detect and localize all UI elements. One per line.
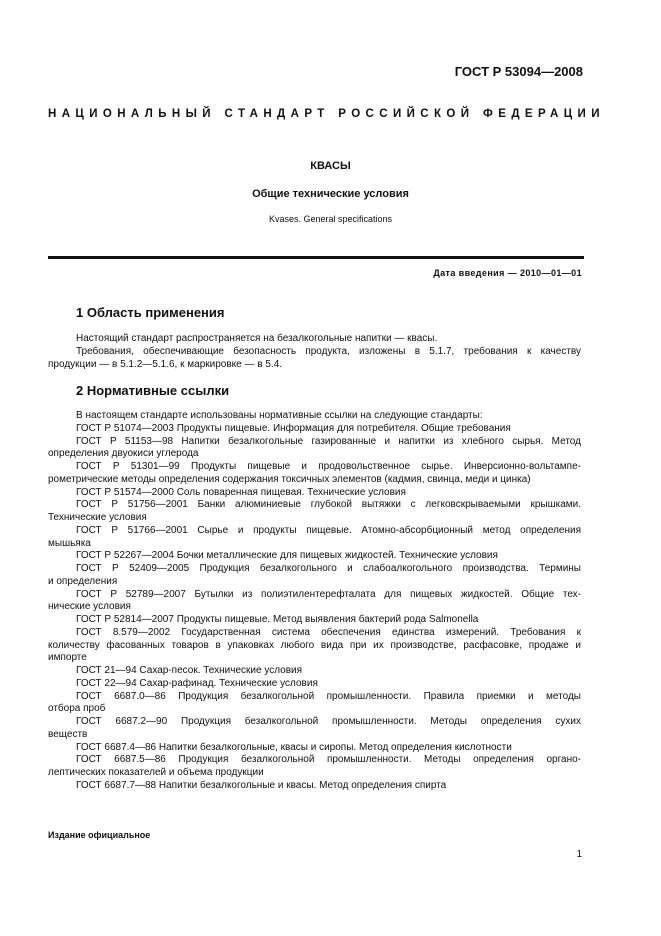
official-edition-note: Издание официальное xyxy=(48,830,151,840)
reference-line: ГОСТ Р 51756—2001 Банки алюминиевые глубокой вытяжки с легковскрываемыми крышками. xyxy=(76,499,581,511)
document-title-english: Kvases. General specifications xyxy=(268,214,393,224)
national-standard-heading: НАЦИОНАЛЬНЫЙ СТАНДАРТ РОССИЙСКОЙ ФЕДЕРАЦИИ xyxy=(48,108,605,120)
section-1-heading: 1 Область применения xyxy=(76,305,225,320)
reference-line: рометрические методы определения содержания токсичных элементов (кадмия, свинца, меди и цинка) xyxy=(48,473,531,485)
reference-line: ГОСТ Р 52409—2005 Продукция безалкогольного и слабоалкогольного производства. Термины xyxy=(76,563,581,574)
reference-line: ГОСТ Р 52814—2007 Продукты пищевые. Метод выявления бактерий рода Salmonella xyxy=(76,614,479,625)
reference-line: ГОСТ 6687.2—90 Продукция безалкогольной промышленности. Методы определения сухих xyxy=(76,716,581,727)
introduction-date: Дата введения — 2010—01—01 xyxy=(433,268,582,278)
page-number: 1 xyxy=(576,849,582,860)
reference-line: ГОСТ 6687.4—86 Напитки безалкогольные, квасы и сиропы. Метод определения кислотности xyxy=(76,741,512,753)
reference-line: ГОСТ Р 51574—2000 Соль поваренная пищевая. Технические условия xyxy=(76,486,406,498)
paragraph-line: Требования, обеспечивающие безопасность продукта, изложены в 5.1.7, требования к качеству xyxy=(76,345,581,357)
reference-line: и определения xyxy=(48,575,118,587)
reference-line: ГОСТ Р 51074—2003 Продукты пищевые. Информация для потребителя. Общие требования xyxy=(76,422,511,434)
reference-line: ГОСТ 21—94 Сахар-песок. Технические условия xyxy=(76,665,303,676)
document-subtitle: Общие технические условия xyxy=(252,188,409,200)
reference-line: лептических показателей и объема продукции xyxy=(48,767,264,778)
reference-line: нические условия xyxy=(48,601,131,613)
reference-line: ГОСТ 6687.7—88 Напитки безалкогольные и квасы. Метод определения спирта xyxy=(76,779,447,791)
standard-code: ГОСТ Р 53094—2008 xyxy=(454,64,583,79)
reference-line: ГОСТ Р 51301—99 Продукты пищевые и продовольственное сырье. Инверсионно-вольтампе- xyxy=(76,461,581,472)
reference-line: ГОСТ 6687.5—86 Продукция безалкогольной промышленности. Методы определения органо- xyxy=(76,754,581,766)
reference-line: ГОСТ 22—94 Сахар-рафинад. Технические условия xyxy=(76,677,318,689)
document-title: КВАСЫ xyxy=(310,160,351,172)
reference-line: веществ xyxy=(48,728,88,740)
paragraph-line: продукции — в 5.1.2—5.1.6, к маркировке — в 5.4. xyxy=(48,358,283,370)
section-1-body xyxy=(48,333,581,371)
section-2-body xyxy=(48,410,581,793)
reference-line: Технические условия xyxy=(48,512,147,523)
reference-line: импорте xyxy=(48,652,87,664)
reference-line: ГОСТ 6687.0—86 Продукция безалкогольной промышленности. Правила приемки и методы xyxy=(76,690,581,702)
reference-line: ГОСТ Р 52267—2004 Бочки металлические для пищевых жидкостей. Технические условия xyxy=(76,550,498,562)
reference-line: количеству фасованных товаров в упаковках любого вида при их производстве, расфасовке, продаже и xyxy=(48,639,581,651)
reference-line: отбора проб xyxy=(48,703,106,715)
reference-line: мышьяка xyxy=(48,537,91,549)
reference-line: ГОСТ Р 51153—98 Напитки безалкогольные газированные и напитки из хлебного сырья. Метод xyxy=(76,435,581,447)
reference-line: В настоящем стандарте использованы нормативные ссылки на следующие стандарты: xyxy=(76,410,483,421)
reference-line: ГОСТ 8.579—2002 Государственная система обеспечения единства измерений. Требования к xyxy=(76,626,581,638)
reference-line: определения двуокиси углерода xyxy=(48,448,199,460)
paragraph: Настоящий стандарт распространяется на безалкогольные напитки — квасы. xyxy=(76,333,438,344)
section-2-heading: 2 Нормативные ссылки xyxy=(76,383,230,398)
reference-line: ГОСТ Р 52789—2007 Бутылки из полиэтилентерефталата для пищевых жидкостей. Общие тех- xyxy=(76,588,581,600)
title-divider xyxy=(48,256,584,259)
reference-line: ГОСТ Р 51766—2001 Сырье и продукты пищевые. Атомно-абсорбционный метод определения xyxy=(76,524,581,536)
